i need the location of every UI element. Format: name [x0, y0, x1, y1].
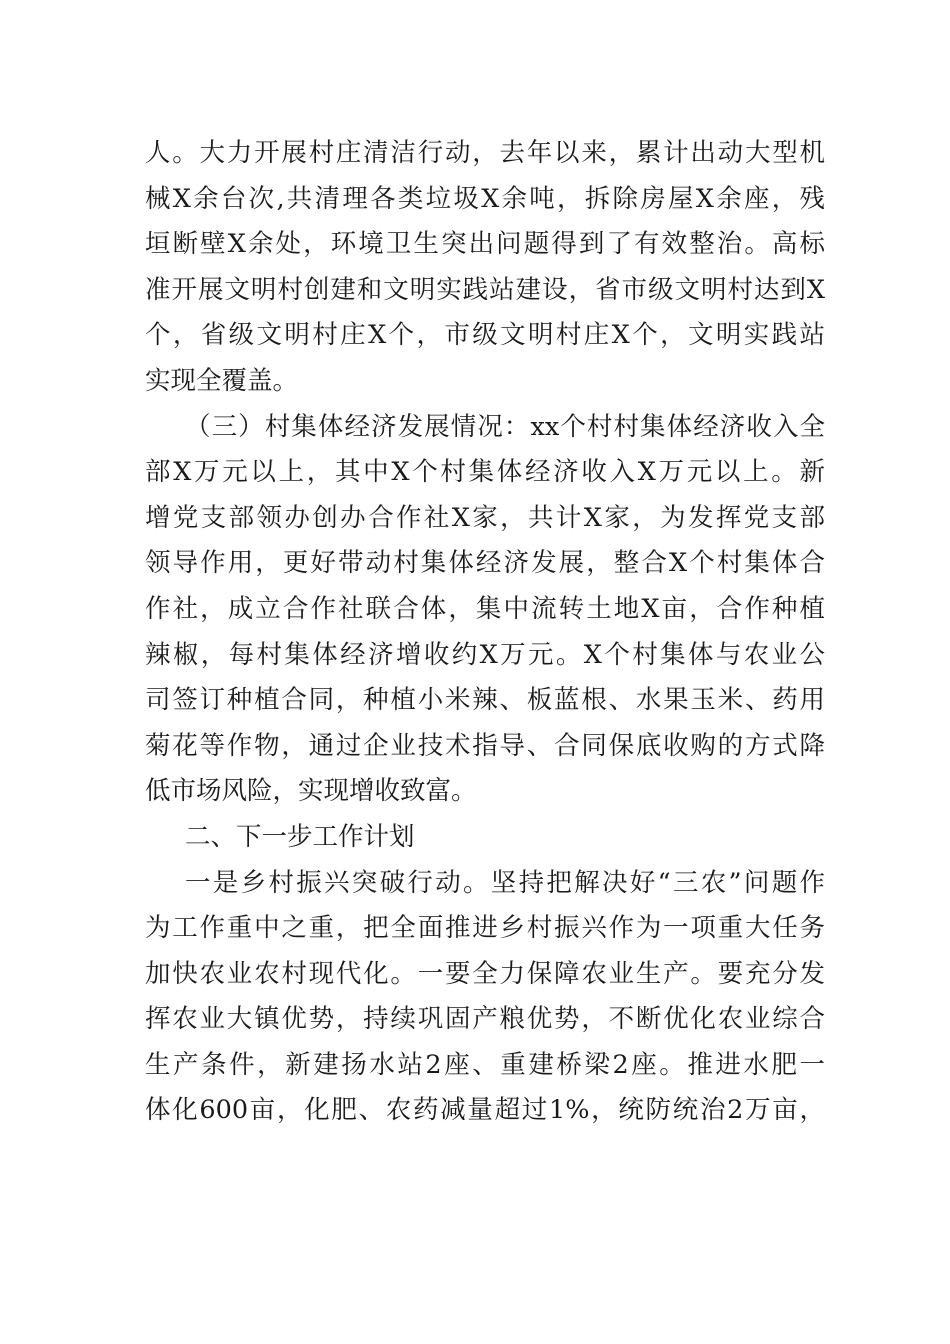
paragraph-line: 作社，成立合作社联合体，集中流转土地X亩，合作种植: [145, 593, 825, 624]
paragraph-line: 增党支部领办创办合作社X家，共计X家，为发挥党支部: [145, 502, 825, 533]
paragraph-line: 部X万元以上，其中X个村集体经济收入X万元以上。新: [145, 457, 825, 488]
paragraph-line: 生产条件，新建扬水站2座、重建桥梁2座。推进水肥一: [145, 1049, 825, 1080]
paragraph-line: 加快农业农村现代化。一要全力保障农业生产。要充分发: [145, 958, 825, 989]
paragraph-line: 个，省级文明村庄X个，市级文明村庄X个，文明实践站: [145, 320, 825, 351]
paragraph-line: 司签订种植合同，种植小米辣、板蓝根、水果玉米、药用: [145, 685, 825, 716]
paragraph-line: 准开展文明村创建和文明实践站建设，省市级文明村达到X: [145, 274, 825, 305]
paragraph-line: 人。大力开展村庄清洁行动，去年以来，累计出动大型机: [145, 138, 825, 168]
paragraph-line: 械X余台次,共清理各类垃圾X余吨，拆除房屋X余座，残: [145, 183, 825, 214]
section-heading: 二、下一步工作计划: [185, 821, 415, 852]
paragraph-line: 低市场风险，实现增收致富。: [145, 776, 477, 807]
paragraph-line: 领导作用，更好带动村集体经济发展，整合X个村集体合: [145, 548, 825, 579]
paragraph-line: 实现全覆盖。: [145, 365, 299, 396]
paragraph-line: 菊花等作物，通过企业技术指导、合同保底收购的方式降: [145, 730, 825, 761]
body-text: [145, 131, 825, 1134]
paragraph-line: 挥农业大镇优势，持续巩固产粮优势，不断优化农业综合: [145, 1004, 825, 1035]
paragraph-line: 辣椒，每村集体经济增收约X万元。X个村集体与农业公: [145, 639, 825, 670]
paragraph-line: 一是乡村振兴突破行动。坚持把解决好“三农”问题作: [185, 867, 825, 898]
paragraph-line: 为工作重中之重，把全面推进乡村振兴作为一项重大任务: [145, 913, 825, 944]
paragraph-line: 体化600亩，化肥、农药减量超过1%，统防统治2万亩，: [145, 1095, 825, 1126]
section-heading-line: （三）村集体经济发展情况：xx个村村集体经济收入全: [185, 411, 825, 442]
paragraph-line: 垣断壁X余处，环境卫生突出问题得到了有效整治。高标: [145, 229, 825, 260]
